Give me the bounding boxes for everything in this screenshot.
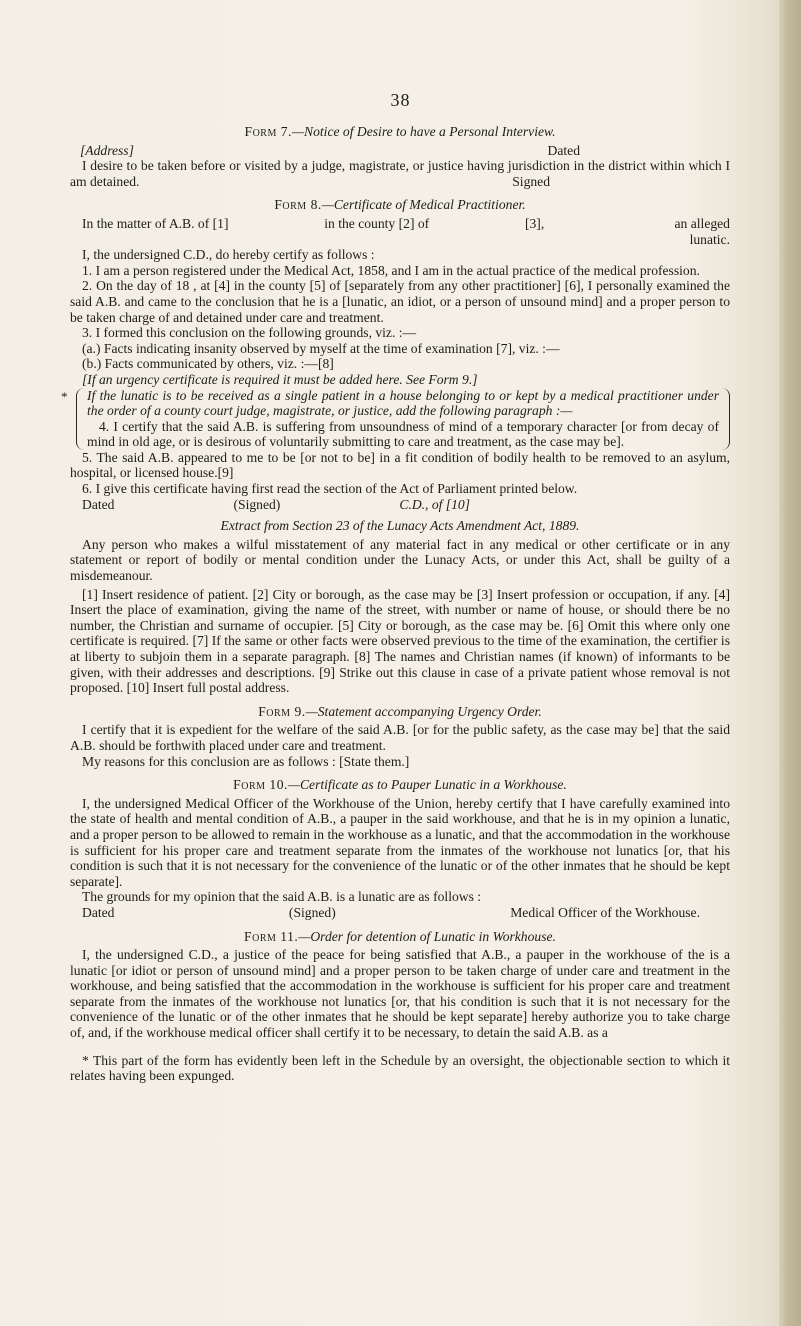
form8-label: Form 8. <box>274 197 322 213</box>
form8-bracket-b: 4. I certify that the said A.B. is suffering from unsoundness of mind of a temporary character [or from decay of mind in old age, or is desirous of voluntarily submitting to care and treatment, as the case may be]. <box>87 418 719 450</box>
form9-body: I certify that it is expedient for the welfare of the said A.B. [or for the public safety, as the case may be] that the said A.B. should be forthwith placed under care and treatment. <box>70 722 730 753</box>
form11-label: Form 11. <box>244 928 299 944</box>
form9-reasons: My reasons for this conclusion are as follows : [State them.] <box>82 753 410 769</box>
form8-p5: (a.) Facts indicating insanity observed by myself at the time of examination [7], viz. :— <box>82 340 560 356</box>
form8-p3: 2. On the day of 18 , at [4] in the county [5] of [separately from any other practitioner] [6], I personally examined the said A.B. and came to the conclusion that he is a [lunatic, an idiot, or a person of unsound mind] and a proper person to be taken charge of and detained under care and treatment. <box>70 278 730 325</box>
form11-body: I, the undersigned C.D., a justice of the peace for being satisfied that A.B., a pauper in the workhouse of the is a lunatic [or idiot or person of unsound mind] and a proper person to be taken charge of under care and treatment in the workhouse, and being satisfied that the accommodation in the workhouse is sufficient for his proper care and treatment separate from the inmates of the workhouse not lunatics [or, that his condition is such that it is not necessary for the convenience of the lunatic or of the other inmates that he should be kept separate] hereby authorize you to take charge of, and, if the workhouse medical officer shall certify it to be necessary, to detain the said A.B. as a <box>70 947 730 1041</box>
form8-intro-a: In the matter of A.B. of [1] <box>82 215 229 231</box>
form11-heading <box>70 929 730 945</box>
form7-label: Form 7. <box>244 124 292 139</box>
form8-heading <box>70 197 730 213</box>
form8-p2: 1. I am a person registered under the Medical Act, 1858, and I am in the actual practice of the medical profession. <box>82 262 700 278</box>
form7-address-row <box>70 143 730 159</box>
form8-signed: (Signed) <box>233 496 281 512</box>
form8-intro-c: [3], <box>524 215 545 231</box>
form10-signed: (Signed) <box>288 904 336 920</box>
form8-notes: [1] Insert residence of patient. [2] City or borough, as the case may be [3] Insert profession or occupation, if any. [4] Insert the place of examination, giving the name of the street, with number or name of house, or should there be no number, the Christian and surname of occupier. [5] City or borough, as the case may be. [6] Omit this where only one certificate is required. [7] If the same or other facts were observed previous to the time of the examination, the certifier is at liberty to subjoin them in a separate paragraph. [8] The names and Christian names (if known) of informants to be given, with their addresses and descriptions. [9] Strike out this clause in case of a private patient whose removal is not proposed. [10] Insert full postal address. <box>70 586 730 696</box>
form7-heading <box>70 124 730 140</box>
form7-title: —Notice of Desire to have a Personal Interview. <box>291 124 556 139</box>
book-spine-edge <box>779 0 801 1326</box>
footnote: * This part of the form has evidently been left in the Schedule by an oversight, the objectionable section to which it relates having been expunged. <box>70 1052 730 1084</box>
form8-p1: I, the undersigned C.D., do hereby certify as follows : <box>82 247 375 263</box>
page-body <box>61 124 730 1084</box>
form10-signature-row <box>70 905 730 921</box>
form8-extract: Any person who makes a wilful misstatement of any material fact in any medical or other certificate or in any statement or report of bodily or mental condition under the Lunacy Acts, or under this Act, shall be guilty of a misdemeanour. <box>70 536 730 584</box>
form8-p7: [If an urgency certificate is required it must be added here. See Form 9.] <box>82 371 478 387</box>
footnote-marker: * <box>61 388 68 404</box>
form8-intro-b: in the county [2] of <box>324 215 430 231</box>
form10-body: I, the undersigned Medical Officer of the Workhouse of the Union, hereby certify that I have carefully examined into the state of health and mental condition of A.B., a pauper in the said workhouse, and that he is in my opinion a lunatic, and a proper person to be allowed to remain in the workhouse as a lunatic, and that the accommodation in the workhouse is sufficient for his proper care and treatment separate from the inmates of the workhouse not lunatics [or, that his condition is such that it is not necessary for the convenience of the lunatic or of the other inmates that he should be kept separate]. <box>70 795 730 889</box>
form7-dated: Dated <box>547 142 580 158</box>
page-number: 38 <box>390 90 411 110</box>
form8-p8: 5. The said A.B. appeared to me to be [or not to be] in a fit condition of bodily health to be removed to an asylum, hospital, or licensed house.[9] <box>70 449 730 481</box>
form10-label: Form 10. <box>233 777 288 793</box>
form7-signed: Signed <box>512 173 550 189</box>
form8-intro-d: an alleged lunatic. <box>674 215 730 247</box>
form8-intro-row <box>70 216 730 247</box>
form8-dated: Dated <box>82 496 115 512</box>
form10-dated: Dated <box>82 904 115 920</box>
form10-heading <box>70 777 730 793</box>
form9-heading <box>70 704 730 720</box>
form8-extract-title: Extract from Section 23 of the Lunacy Acts Amendment Act, 1889. <box>220 518 580 534</box>
form8-p9: 6. I give this certificate having first read the section of the Act of Parliament printed below. <box>82 481 578 497</box>
form7-address: [Address] <box>80 142 134 158</box>
form10-title: —Certificate as to Pauper Lunatic in a Workhouse. <box>287 777 567 793</box>
form8-p6: (b.) Facts communicated by others, viz. :—[8] <box>82 356 334 372</box>
form8-bracket-a: If the lunatic is to be received as a single patient in a house belonging to or kept by a medical practitioner under the order of a county court judge, magistrate, or justice, add the following paragraph :— <box>87 387 719 419</box>
form9-label: Form 9. <box>258 703 306 719</box>
form9-title: —Statement accompanying Urgency Order. <box>305 703 542 719</box>
form8-cd: C.D., of [10] <box>399 496 470 512</box>
form8-title: —Certificate of Medical Practitioner. <box>321 197 526 213</box>
form8-p4: 3. I formed this conclusion on the following grounds, viz. :— <box>82 325 417 341</box>
form11-title: —Order for detention of Lunatic in Workhouse. <box>298 928 556 944</box>
form10-grounds: The grounds for my opinion that the said A.B. is a lunatic are as follows : <box>82 889 482 905</box>
form10-officer: Medical Officer of the Workhouse. <box>510 904 700 920</box>
form8-signature-row <box>70 497 730 513</box>
form8-bracket-block <box>61 387 730 450</box>
form7-body: I desire to be taken before or visited by a judge, magistrate, or justice having jurisdiction in the district within which I am detained. <box>70 158 730 189</box>
